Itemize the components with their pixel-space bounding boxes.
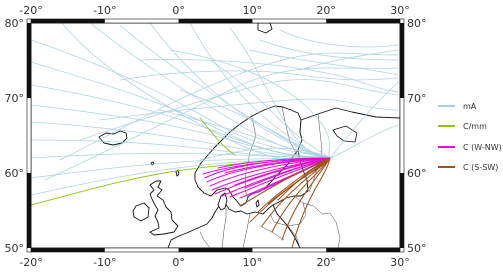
lat-tick-label: 80° [407, 17, 427, 30]
great-britain-land [150, 181, 178, 235]
legend [438, 102, 502, 172]
bottom-longitude-labels [19, 256, 409, 269]
lat-tick-label: 60° [4, 167, 24, 180]
legend-label: C/mm [463, 122, 487, 131]
lon-tick-label: -20° [19, 256, 43, 269]
lat-tick-label: 50° [4, 242, 24, 255]
legend-label: mA [463, 102, 477, 111]
lon-tick-label: -10° [93, 256, 117, 269]
lat-tick-label: 70° [4, 92, 24, 105]
lon-tick-label: 0° [172, 256, 185, 269]
svalbard-land [258, 23, 272, 33]
lon-tick-label: 10° [242, 4, 263, 17]
lat-tick-label: 80° [4, 17, 24, 30]
lat-tick-label: 50° [407, 242, 427, 255]
gotland-island [256, 200, 259, 207]
lon-tick-label: 10° [242, 256, 263, 269]
ireland-land [133, 203, 149, 221]
lon-tick-label: -20° [19, 4, 43, 17]
lon-tick-label: 30° [390, 4, 410, 17]
lon-tick-label: -10° [93, 4, 117, 17]
lat-tick-label: 70° [407, 92, 427, 105]
left-latitude-labels [5, 17, 25, 255]
lon-tick-label: 20° [316, 4, 336, 17]
lon-tick-label: 0° [172, 4, 185, 17]
legend-label: C (S-SW) [463, 163, 499, 172]
lon-tick-label: 30° [390, 256, 410, 269]
legend-label: C (W-NW) [463, 143, 502, 152]
top-longitude-labels [19, 4, 409, 17]
lat-tick-label: 60° [407, 167, 427, 180]
lon-tick-label: 20° [316, 256, 336, 269]
right-latitude-labels [407, 17, 427, 255]
